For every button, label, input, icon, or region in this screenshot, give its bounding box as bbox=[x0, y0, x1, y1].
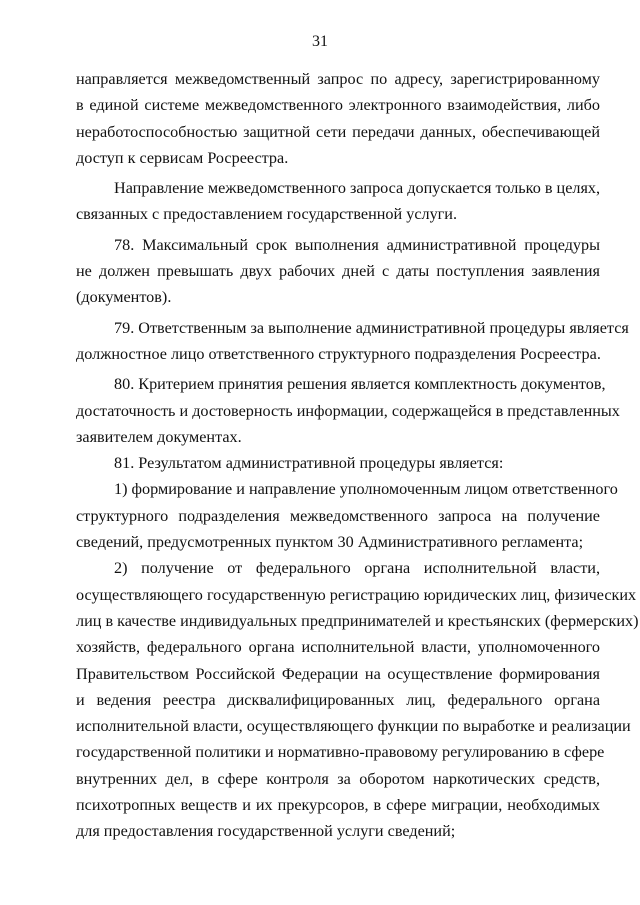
text-line: Направление межведомственного запроса допускается только в целях, bbox=[114, 179, 601, 198]
text-line: осуществляющего государственную регистрацию юридических лиц, физических bbox=[76, 585, 637, 604]
text-line: 2) получение от федерального органа исполнительной власти, bbox=[114, 559, 600, 578]
text-line: Правительством Российской Федерации на осуществление формирования bbox=[76, 664, 600, 683]
text-line: 1) формирование и направление уполномоченным лицом ответственного bbox=[114, 480, 618, 499]
text-line: направляется межведомственный запрос по адресу, зарегистрированному bbox=[76, 70, 600, 88]
text-line: исполнительной власти, осуществляющего функции по выработке и реализации bbox=[76, 717, 631, 736]
text-line: психотропных веществ и их прекурсоров, в сфере миграции, необходимых bbox=[76, 796, 600, 815]
text-line: (документов). bbox=[76, 288, 172, 307]
text-line: государственной политики и нормативно-правовому регулированию в сфере bbox=[76, 743, 605, 762]
text-line: 78. Максимальный срок выполнения административной процедуры bbox=[114, 235, 600, 254]
text-line: структурного подразделения межведомственного запроса на получение bbox=[76, 506, 600, 525]
text-line: 81. Результатом административной процедуры является: bbox=[114, 454, 504, 473]
text-line: 80. Критерием принятия решения является комплектность документов, bbox=[114, 375, 606, 394]
text-line: связанных с предоставлением государственной услуги. bbox=[76, 205, 458, 224]
text-line: неработоспособностью защитной сети передачи данных, обеспечивающей bbox=[76, 122, 600, 141]
text-line: заявителем документах. bbox=[76, 427, 242, 446]
text-line: доступ к сервисам Росреестра. bbox=[76, 148, 289, 167]
page-number: 31 bbox=[312, 33, 328, 50]
text-line: в единой системе межведомственного электронного взаимодействия, либо bbox=[76, 96, 600, 115]
text-line: и ведения реестра дисквалифицированных лиц, федерального органа bbox=[76, 690, 600, 709]
text-line: хозяйств, федерального органа исполнительной власти, уполномоченного bbox=[76, 638, 600, 657]
text-line: внутренних дел, в сфере контроля за оборотом наркотических средств, bbox=[76, 769, 600, 788]
text-line: для предоставления государственной услуги сведений; bbox=[76, 822, 456, 841]
text-line: должностное лицо ответственного структурного подразделения Росреестра. bbox=[76, 344, 601, 363]
text-line: лиц в качестве индивидуальных предпринимателей и крестьянских (фермерских) bbox=[76, 611, 639, 630]
text-line: достаточность и достоверность информации, содержащейся в представленных bbox=[76, 401, 620, 420]
text-line: 79. Ответственным за выполнение административной процедуры является bbox=[114, 318, 629, 337]
text-line: сведений, предусмотренных пунктом 30 Административного регламента; bbox=[76, 533, 584, 552]
text-line: не должен превышать двух рабочих дней с даты поступления заявления bbox=[76, 262, 600, 281]
document-body bbox=[76, 66, 639, 845]
